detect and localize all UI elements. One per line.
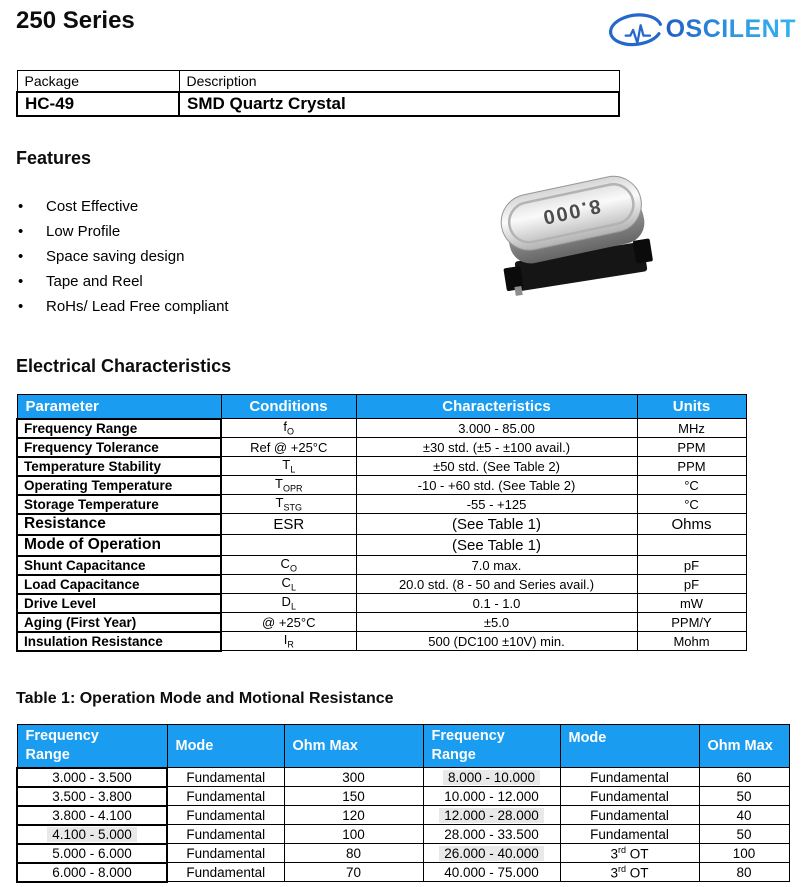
- description-value: SMD Quartz Crystal: [179, 92, 619, 116]
- table-row: [17, 514, 746, 535]
- freq-range-cell: [17, 787, 167, 806]
- freq-range-cell: [423, 863, 560, 882]
- table1-heading: Table 1: Operation Mode and Motional Resistance: [16, 690, 394, 707]
- features-list: [18, 194, 438, 319]
- freq-range-value: 8.000 - 10.000: [443, 770, 540, 785]
- cond-subscript: L: [290, 601, 296, 612]
- package-table: [16, 70, 620, 117]
- feature-label: Cost Effective: [46, 198, 139, 215]
- conditions-cell: [221, 575, 356, 594]
- cond-base: @ +25°C: [262, 614, 316, 630]
- param-cell: Insulation Resistance: [17, 632, 221, 651]
- ohm-max-column-header: Ohm Max: [284, 725, 423, 768]
- param-cell: Storage Temperature: [17, 495, 221, 514]
- feature-item: [18, 194, 438, 219]
- characteristics-cell: 7.0 max.: [356, 556, 637, 575]
- ohm-max-cell: 70: [284, 863, 423, 882]
- cond-base: D: [281, 594, 291, 610]
- param-cell: Load Capacitance: [17, 575, 221, 594]
- characteristics-cell: ±5.0: [356, 613, 637, 632]
- table-row: [17, 613, 746, 632]
- freq-range-column-header: Frequency Range: [423, 725, 560, 768]
- cond-subscript: O: [289, 563, 297, 574]
- freq-range-value: 3.000 - 3.500: [52, 769, 132, 785]
- pulse-ellipse-icon: [604, 7, 666, 51]
- freq-range-value: 10.000 - 12.000: [444, 788, 539, 804]
- units-column-header: Units: [637, 395, 746, 419]
- freq-range-cell: [17, 806, 167, 825]
- feature-item: [18, 294, 438, 319]
- ohm-max-cell: 80: [699, 863, 789, 882]
- feature-label: Low Profile: [46, 223, 121, 240]
- feature-label: Space saving design: [46, 248, 185, 265]
- page-title: 250 Series: [16, 7, 135, 34]
- table-row: [17, 556, 746, 575]
- mode-cell: Fundamental: [560, 825, 699, 844]
- conditions-cell: [221, 495, 356, 514]
- table-row: [17, 476, 746, 495]
- mode-base: 3: [610, 846, 618, 862]
- mode-cell: Fundamental: [167, 844, 284, 863]
- mode-cell: Fundamental: [167, 768, 284, 787]
- table-row: [17, 825, 789, 844]
- conditions-cell: [221, 556, 356, 575]
- freq-range-cell: [423, 787, 560, 806]
- table-row: [17, 419, 746, 438]
- conditions-column-header: Conditions: [221, 395, 356, 419]
- ohm-max-cell: 100: [699, 844, 789, 863]
- conditions-cell: [221, 514, 356, 535]
- freq-range-cell: [17, 825, 167, 844]
- cond-subscript: OPR: [282, 483, 303, 494]
- conditions-cell: [221, 632, 356, 651]
- units-cell: Ohms: [637, 514, 746, 535]
- ohm-max-cell: 100: [284, 825, 423, 844]
- cond-base: C: [280, 556, 290, 572]
- conditions-cell: [221, 535, 356, 556]
- units-cell: PPM: [637, 438, 746, 457]
- characteristics-cell: ±30 std. (±5 - ±100 avail.): [356, 438, 637, 457]
- units-cell: °C: [637, 495, 746, 514]
- conditions-cell: [221, 476, 356, 495]
- crystal-photo: [486, 164, 668, 298]
- bullet-icon: •: [18, 198, 24, 215]
- feature-item: [18, 219, 438, 244]
- ordinal-superscript: rd: [618, 844, 627, 855]
- param-cell: Temperature Stability: [17, 457, 221, 476]
- units-cell: pF: [637, 556, 746, 575]
- freq-range-cell: [423, 768, 560, 787]
- ohm-max-column-header: Ohm Max: [699, 725, 789, 768]
- cond-base: f: [283, 419, 288, 435]
- conditions-cell: [221, 419, 356, 438]
- ordinal-superscript: rd: [618, 863, 627, 874]
- characteristics-cell: 500 (DC100 ±10V) min.: [356, 632, 637, 651]
- param-cell: Drive Level: [17, 594, 221, 613]
- freq-range-cell: [423, 806, 560, 825]
- mode-cell: Fundamental: [167, 825, 284, 844]
- freq-range-value: 26.000 - 40.000: [439, 846, 544, 861]
- cond-subscript: O: [287, 426, 295, 437]
- table-row: [17, 806, 789, 825]
- bullet-icon: •: [18, 248, 24, 265]
- cond-subscript: R: [287, 639, 294, 650]
- table-row: [17, 787, 789, 806]
- feature-item: [18, 244, 438, 269]
- ohm-max-cell: 300: [284, 768, 423, 787]
- mode-cell: Fundamental: [167, 806, 284, 825]
- cond-subscript: L: [290, 464, 296, 475]
- description-header: Description: [179, 71, 619, 92]
- package-value-row: [17, 92, 619, 116]
- conditions-cell: [221, 594, 356, 613]
- elec-header-row: [17, 395, 746, 419]
- package-value: HC-49: [17, 92, 179, 116]
- mode-cell: Fundamental: [560, 806, 699, 825]
- units-cell: PPM: [637, 457, 746, 476]
- ohm-max-cell: 80: [284, 844, 423, 863]
- table-row: [17, 535, 746, 556]
- freq-range-value: 3.800 - 4.100: [52, 807, 132, 823]
- units-cell: [637, 535, 746, 556]
- freq-range-cell: [423, 844, 560, 863]
- mode-rest: OT: [626, 865, 649, 881]
- feature-label: RoHs/ Lead Free compliant: [46, 298, 229, 315]
- units-cell: MHz: [637, 419, 746, 438]
- characteristics-cell: 0.1 - 1.0: [356, 594, 637, 613]
- mode-cell: Fundamental: [560, 768, 699, 787]
- freq-range-cell: [17, 844, 167, 863]
- mode-column-header: Mode: [560, 725, 699, 768]
- cond-base: I: [283, 632, 288, 648]
- conditions-cell: [221, 613, 356, 632]
- freq-range-value: 12.000 - 28.000: [439, 808, 544, 823]
- package-header: Package: [17, 71, 179, 92]
- characteristics-cell: (See Table 1): [356, 514, 637, 535]
- mode-rest: OT: [626, 846, 649, 862]
- param-cell: Operating Temperature: [17, 476, 221, 495]
- freq-range-value: 5.000 - 6.000: [52, 845, 132, 861]
- freq-range-value: 40.000 - 75.000: [444, 864, 539, 880]
- freq-range-cell: [17, 768, 167, 787]
- operation-mode-table: [16, 724, 790, 883]
- units-cell: Mohm: [637, 632, 746, 651]
- table-row: [17, 594, 746, 613]
- table-row: [17, 457, 746, 476]
- ohm-max-cell: 50: [699, 787, 789, 806]
- conditions-cell: [221, 438, 356, 457]
- cond-base: T: [275, 476, 283, 492]
- param-cell: Frequency Range: [17, 419, 221, 438]
- mode-column-header: Mode: [167, 725, 284, 768]
- table-row: [17, 438, 746, 457]
- parameter-column-header: Parameter: [17, 395, 221, 419]
- table1-header-row: [17, 725, 789, 768]
- characteristics-cell: 20.0 std. (8 - 50 and Series avail.): [356, 575, 637, 594]
- freq-range-cell: [17, 863, 167, 882]
- cond-subscript: STG: [283, 502, 302, 513]
- conditions-cell: [221, 457, 356, 476]
- freq-range-value: 3.500 - 3.800: [52, 788, 132, 804]
- characteristics-cell: (See Table 1): [356, 535, 637, 556]
- characteristics-cell: 3.000 - 85.00: [356, 419, 637, 438]
- param-cell: Aging (First Year): [17, 613, 221, 632]
- bullet-icon: •: [18, 298, 24, 315]
- feature-item: [18, 269, 438, 294]
- table-row: [17, 575, 746, 594]
- ohm-max-cell: 50: [699, 825, 789, 844]
- units-cell: PPM/Y: [637, 613, 746, 632]
- mode-base: 3: [610, 865, 618, 881]
- ohm-max-cell: 120: [284, 806, 423, 825]
- table-row: [17, 768, 789, 787]
- units-cell: °C: [637, 476, 746, 495]
- feature-label: Tape and Reel: [46, 273, 143, 290]
- cond-base: ESR: [273, 515, 305, 533]
- characteristics-cell: -10 - +60 std. (See Table 2): [356, 476, 637, 495]
- brand-logo: [604, 7, 796, 51]
- ohm-max-cell: 150: [284, 787, 423, 806]
- param-cell: Shunt Capacitance: [17, 556, 221, 575]
- param-cell: Frequency Tolerance: [17, 438, 221, 457]
- ohm-max-cell: 60: [699, 768, 789, 787]
- bullet-icon: •: [18, 223, 24, 240]
- electrical-characteristics-heading: Electrical Characteristics: [16, 356, 232, 376]
- ohm-max-cell: 40: [699, 806, 789, 825]
- characteristics-cell: ±50 std. (See Table 2): [356, 457, 637, 476]
- units-cell: pF: [637, 575, 746, 594]
- brand-name: OSCILENT: [666, 7, 796, 51]
- mode-cell: Fundamental: [560, 787, 699, 806]
- freq-range-value: 28.000 - 33.500: [444, 826, 539, 842]
- freq-range-cell: [423, 825, 560, 844]
- table-row: [17, 495, 746, 514]
- param-cell: Resistance: [17, 514, 221, 535]
- param-cell: Mode of Operation: [17, 535, 221, 556]
- freq-range-column-header: Frequency Range: [17, 725, 167, 768]
- freq-range-value: 6.000 - 8.000: [52, 864, 132, 880]
- mode-cell: [560, 863, 699, 882]
- table-row: [17, 844, 789, 863]
- mode-cell: [560, 844, 699, 863]
- cond-base: C: [281, 575, 291, 591]
- features-heading: Features: [16, 148, 92, 168]
- package-header-row: [17, 71, 619, 92]
- crystal-marking: 8.000: [539, 194, 603, 229]
- electrical-characteristics-table: [16, 394, 747, 652]
- mode-cell: Fundamental: [167, 863, 284, 882]
- freq-range-value: 4.100 - 5.000: [47, 827, 137, 842]
- table-row: [17, 632, 746, 651]
- cond-base: Ref @ +25°C: [250, 439, 328, 455]
- bullet-icon: •: [18, 273, 24, 290]
- cond-base: T: [275, 495, 284, 511]
- cond-base: T: [282, 457, 291, 473]
- characteristics-column-header: Characteristics: [356, 395, 637, 419]
- characteristics-cell: -55 - +125: [356, 495, 637, 514]
- table-row: [17, 863, 789, 882]
- units-cell: mW: [637, 594, 746, 613]
- mode-cell: Fundamental: [167, 787, 284, 806]
- cond-subscript: L: [290, 582, 296, 593]
